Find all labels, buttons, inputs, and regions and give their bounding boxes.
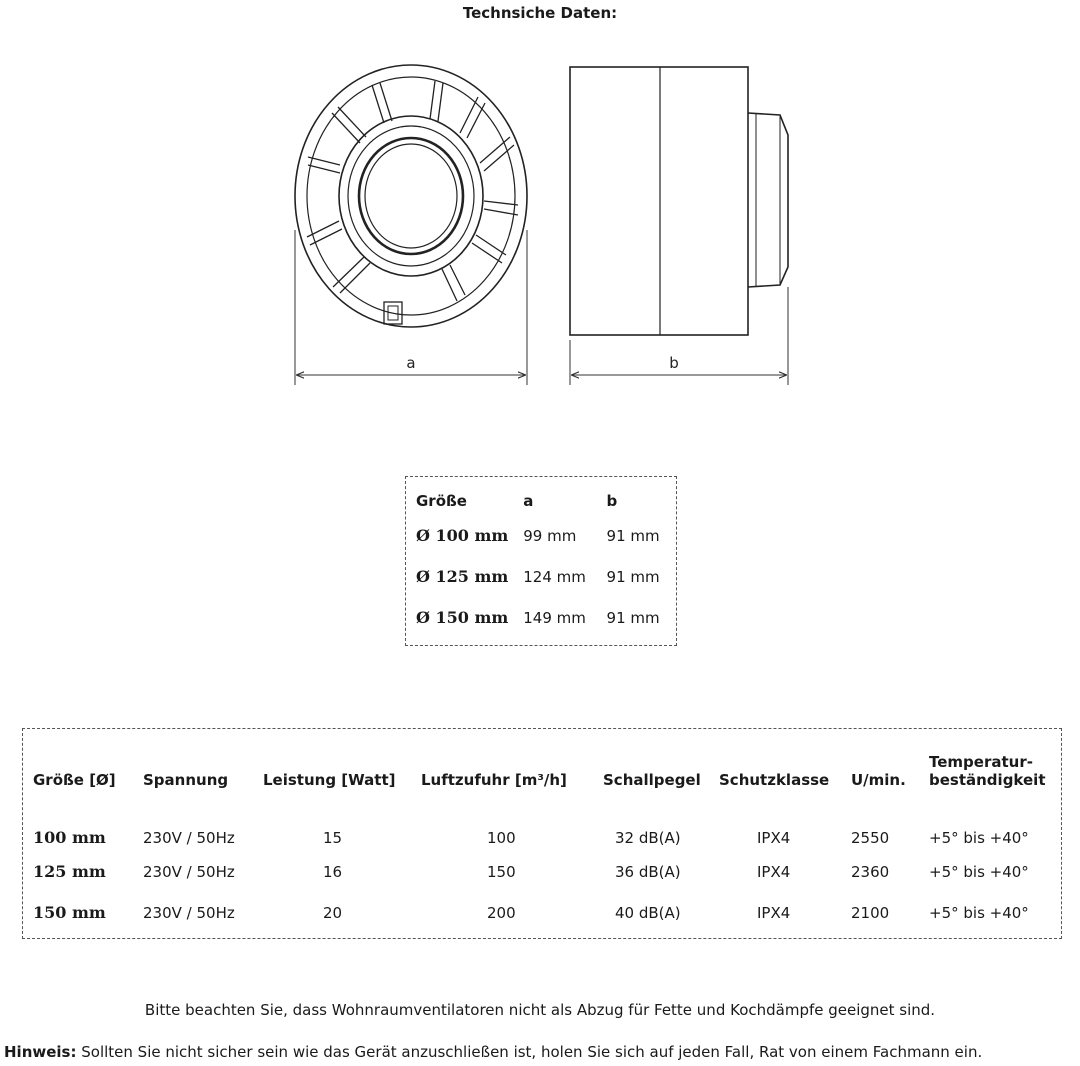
cell-sound: 40 dB(A)	[615, 903, 681, 922]
cell-size: 150 mm	[33, 903, 106, 922]
cell-sound: 32 dB(A)	[615, 829, 681, 847]
header-size: Größe [Ø]	[33, 771, 116, 789]
front-view	[295, 65, 527, 327]
header-sound: Schallpegel	[603, 771, 701, 789]
cell-power: 16	[323, 862, 343, 881]
cell-a: 149 mm	[523, 608, 586, 627]
cell-size: 125 mm	[33, 862, 106, 881]
table-row	[33, 892, 1055, 933]
header-a: a	[523, 492, 534, 510]
header-protection: Schutzklasse	[719, 771, 830, 789]
cell-airflow: 150	[487, 862, 516, 881]
cell-size: Ø 100 mm	[416, 526, 509, 545]
cell-power: 20	[323, 903, 343, 922]
usage-note: Bitte beachten Sie, dass Wohnraumventilatoren nicht als Abzug für Fette und Kochdämpfe geeignet sind.	[144, 1001, 936, 1019]
table-row	[33, 851, 1055, 892]
table-row	[416, 556, 676, 597]
spec-table-header	[33, 741, 1055, 791]
cell-voltage: 230V / 50Hz	[143, 862, 235, 881]
table-row	[416, 515, 676, 556]
table-row	[33, 791, 1055, 851]
cell-airflow: 200	[487, 903, 516, 922]
cell-a: 99 mm	[523, 526, 577, 545]
fan-technical-drawing	[280, 55, 810, 395]
cell-power: 15	[323, 829, 343, 847]
cell-rpm: 2360	[851, 862, 890, 881]
dimension-table-header	[416, 487, 676, 515]
cell-b: 91 mm	[606, 567, 660, 586]
side-view	[570, 67, 788, 335]
cell-rpm: 2550	[851, 829, 890, 847]
cell-voltage: 230V / 50Hz	[143, 903, 235, 922]
cell-protection: IPX4	[757, 903, 791, 922]
cell-b: 91 mm	[606, 526, 660, 545]
dimension-b	[570, 287, 788, 385]
cell-size: Ø 150 mm	[416, 608, 509, 627]
cell-airflow: 100	[487, 829, 516, 847]
cell-size: Ø 125 mm	[416, 567, 509, 586]
cell-protection: IPX4	[757, 829, 791, 847]
header-power: Leistung [Watt]	[263, 771, 396, 789]
cell-size: 100 mm	[33, 828, 106, 847]
table-row	[416, 597, 676, 638]
hint-label: Hinweis:	[4, 1043, 77, 1061]
cell-rpm: 2100	[851, 903, 890, 922]
dimension-b-label: b	[669, 354, 679, 372]
spec-table	[22, 728, 1062, 939]
header-temperature	[929, 741, 1055, 791]
cell-protection: IPX4	[757, 862, 791, 881]
cell-a: 124 mm	[523, 567, 586, 586]
cell-temperature: +5° bis +40°	[929, 903, 1029, 922]
cell-b: 91 mm	[606, 608, 660, 627]
hint-note	[4, 1043, 982, 1061]
cell-temperature: +5° bis +40°	[929, 829, 1029, 847]
dimension-table	[405, 476, 677, 646]
header-rpm: U/min.	[851, 771, 906, 789]
page-title: Technsiche Daten:	[462, 4, 618, 22]
header-size: Größe	[416, 492, 467, 510]
header-voltage: Spannung	[143, 771, 229, 789]
cell-temperature: +5° bis +40°	[929, 862, 1029, 881]
hint-text: Sollten Sie nicht sicher sein wie das Gerät anzuschließen ist, holen Sie sich auf jeden Fall, Rat von einem Fachmann ein.	[76, 1043, 983, 1061]
header-temperature-line1: Temperatur-	[929, 753, 1033, 771]
cell-voltage: 230V / 50Hz	[143, 829, 235, 847]
header-airflow: Luftzufuhr [m³/h]	[421, 771, 567, 789]
header-b: b	[606, 492, 618, 510]
header-temperature-line2: beständigkeit	[929, 771, 1046, 789]
cell-sound: 36 dB(A)	[615, 862, 681, 881]
dimension-a-label: a	[406, 354, 416, 372]
